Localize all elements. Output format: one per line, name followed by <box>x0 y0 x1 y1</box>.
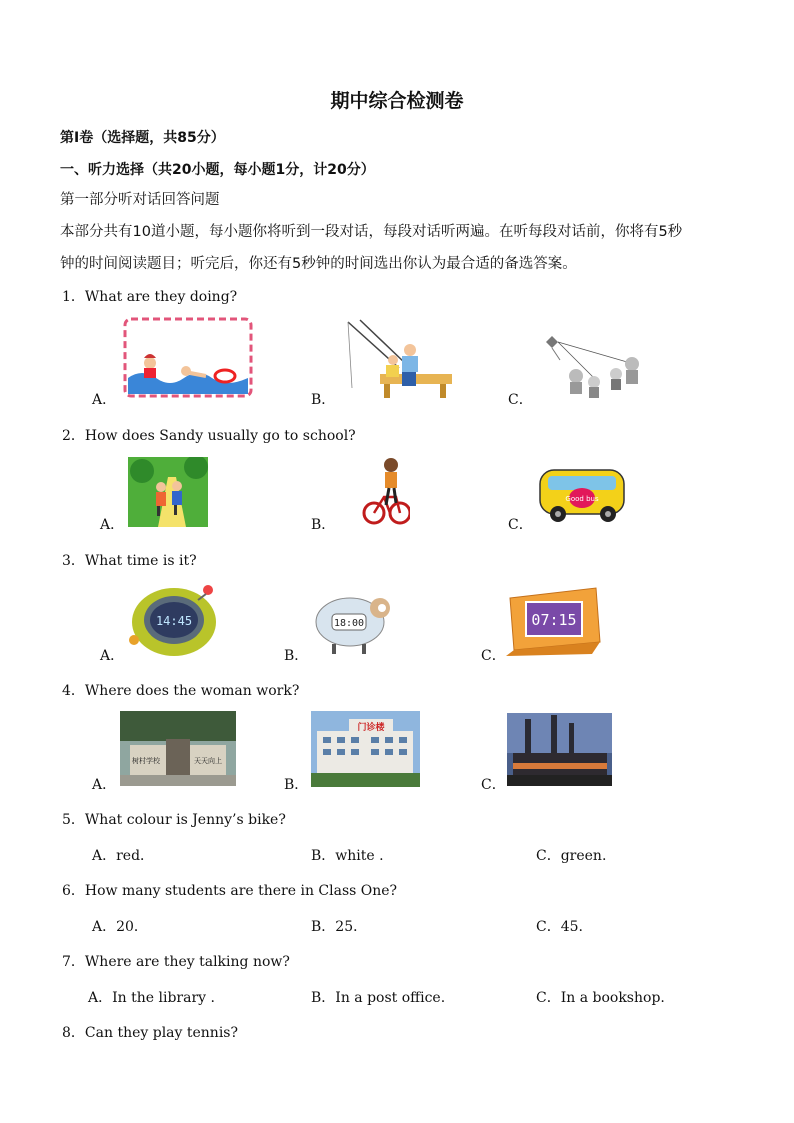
school-sign-right: 天天向上 <box>194 757 222 765</box>
clock-a-picture <box>128 580 220 658</box>
option-2c[interactable]: C． <box>508 517 533 533</box>
school-sign-left: 树村学校 <box>132 757 160 765</box>
question-4: 4．Where does the woman work? <box>62 683 300 699</box>
hospital-sign: 门诊楼 <box>357 723 385 733</box>
hospital-building-photo <box>311 711 420 787</box>
clock-b-picture <box>310 588 394 658</box>
clock-c-picture <box>506 584 604 658</box>
option-1c[interactable]: C． <box>508 392 533 408</box>
option-5a[interactable]: A．red． <box>92 848 155 864</box>
section-heading: 一、听力选择（共20小题，每小题1分，计20分） <box>60 162 375 178</box>
bus-picture <box>538 464 626 525</box>
instruction-line-1: 本部分共有10道小题，每小题你将听到一段对话，每段对话听两遍。在听每段对话前，你将有5秒 <box>60 224 683 240</box>
option-5c[interactable]: C．green. <box>536 848 607 864</box>
walking-picture <box>128 457 208 527</box>
option-1a[interactable]: A． <box>92 392 117 408</box>
clock-c-time: 07:15 <box>531 611 577 629</box>
option-5b[interactable]: B．white . <box>311 848 384 864</box>
question-2: 2．How does Sandy usually go to school? <box>62 428 356 444</box>
factory-photo <box>507 713 612 786</box>
page-title: 期中综合检测卷 <box>330 90 464 112</box>
option-4c[interactable]: C． <box>481 777 506 793</box>
school-gate-photo <box>120 711 236 786</box>
option-2a[interactable]: A． <box>100 517 125 533</box>
question-8: 8．Can they play tennis? <box>62 1025 238 1041</box>
option-3c[interactable]: C． <box>481 648 506 664</box>
part-heading: 第Ⅰ卷（选择题，共85分） <box>60 130 225 146</box>
option-1b[interactable]: B． <box>311 392 336 408</box>
option-7c[interactable]: C．In a bookshop. <box>536 990 665 1006</box>
question-5: 5．What colour is Jenny’s bike? <box>62 812 286 828</box>
option-6c[interactable]: C．45. <box>536 919 583 935</box>
instruction-line-2: 钟的时间阅读题目；听完后，你还有5秒钟的时间选出你认为最合适的备选答案。 <box>60 256 577 272</box>
swimming-picture <box>122 316 254 399</box>
clock-b-time: 18:00 <box>333 618 365 629</box>
kite-flying-picture <box>536 330 648 402</box>
option-3a[interactable]: A． <box>100 648 125 664</box>
option-6b[interactable]: B．25． <box>311 919 368 935</box>
subsection-heading: 第一部分听对话回答问题 <box>60 192 220 208</box>
question-1: 1．What are they doing? <box>62 289 238 305</box>
clock-a-time: 14:45 <box>155 614 193 628</box>
option-6a[interactable]: A．20． <box>92 919 148 935</box>
option-4a[interactable]: A． <box>92 777 117 793</box>
question-3: 3．What time is it? <box>62 553 197 569</box>
question-7: 7．Where are they talking now? <box>62 954 290 970</box>
question-6: 6．How many students are there in Class One? <box>62 883 398 899</box>
option-3b[interactable]: B． <box>284 648 309 664</box>
bus-sign-text: Good bus <box>565 495 599 503</box>
option-4b[interactable]: B． <box>284 777 309 793</box>
option-7b[interactable]: B．In a post office. <box>311 990 446 1006</box>
option-2b[interactable]: B． <box>311 517 336 533</box>
option-7a[interactable]: A．In the library . <box>88 990 215 1006</box>
fishing-picture <box>344 318 454 402</box>
bicycle-picture <box>362 455 410 527</box>
